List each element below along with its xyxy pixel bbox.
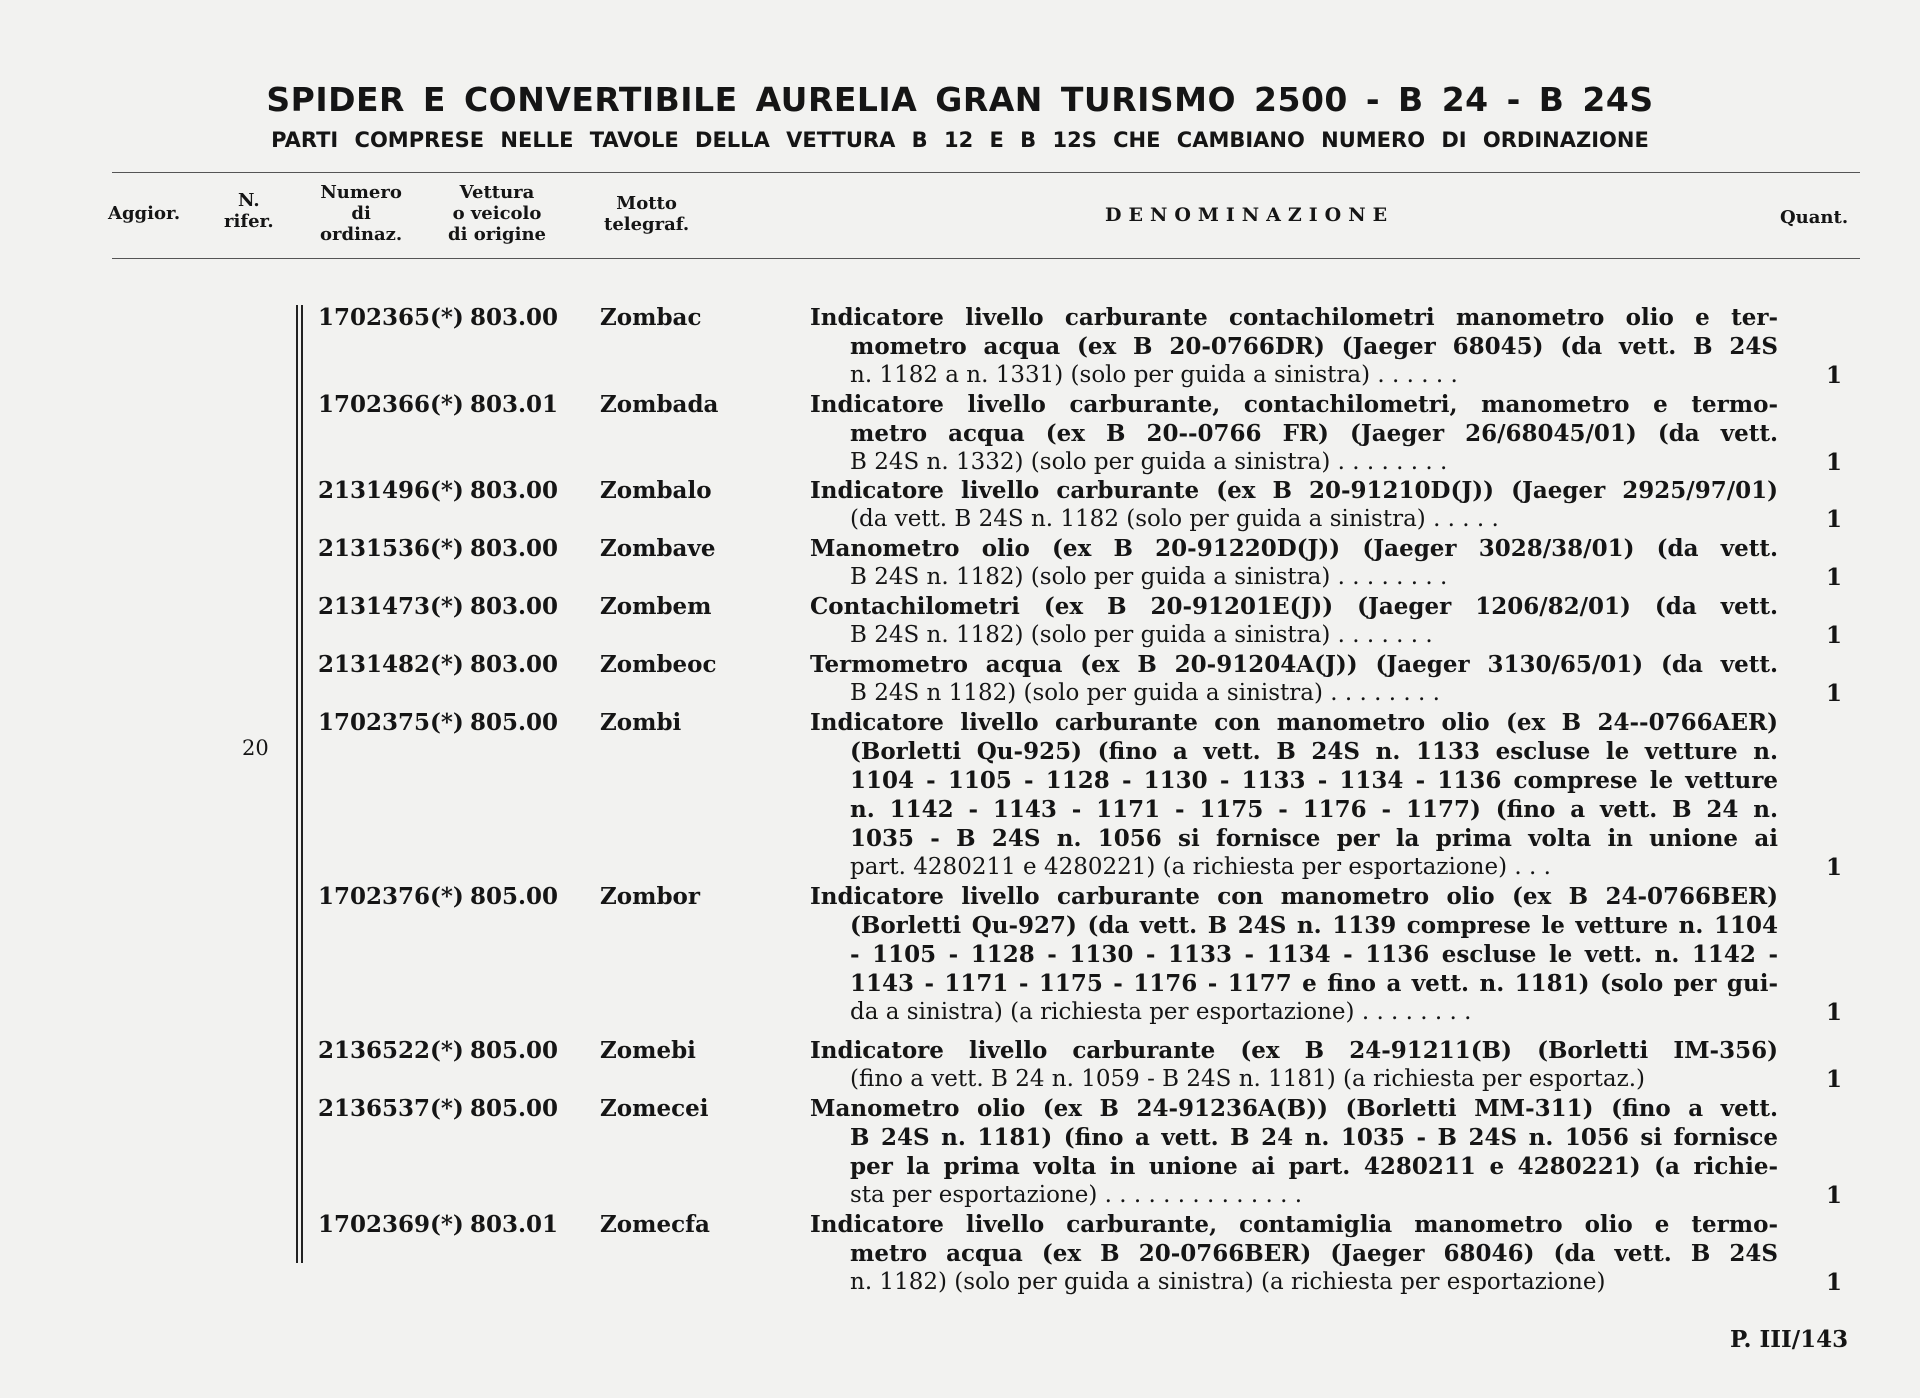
table-row <box>0 592 1920 650</box>
quantity: 1 <box>1826 506 1843 533</box>
part-description <box>810 1094 1778 1210</box>
quantity: 1 <box>1826 564 1843 591</box>
description-line: mometro acqua (ex B 20-0766DR) (Jaeger 68045) (da vett. B 24S <box>850 333 1778 360</box>
origin-vehicle: 803.00 <box>470 477 559 504</box>
order-number: 2131536(*) <box>318 535 464 562</box>
telegraph-motto: Zombac <box>600 304 702 331</box>
description-line: n. 1182 a n. 1331) (solo per guida a sinistra) . . . . . . <box>850 362 1458 388</box>
quantity: 1 <box>1826 680 1843 707</box>
description-line: Indicatore livello carburante con manometro olio (ex B 24--0766AER) <box>810 709 1778 736</box>
origin-vehicle: 805.00 <box>470 883 559 910</box>
description-line: (Borletti Qu-927) (da vett. B 24S n. 1139 comprese le vetture n. 1104 <box>850 912 1778 939</box>
order-number: 2136522(*) <box>318 1037 464 1064</box>
origin-vehicle: 803.01 <box>470 1211 559 1238</box>
telegraph-motto: Zombave <box>600 535 716 562</box>
origin-vehicle: 803.00 <box>470 651 559 678</box>
page-number: P. III/143 <box>1730 1326 1849 1353</box>
part-description <box>810 303 1778 390</box>
origin-vehicle: 803.01 <box>470 391 559 418</box>
description-line: Indicatore livello carburante (ex B 24-91211(B) (Borletti IM-356) <box>810 1037 1778 1064</box>
table-row <box>0 390 1920 477</box>
description-line: Termometro acqua (ex B 20-91204A(J)) (Jaeger 3130/65/01) (da vett. <box>810 651 1778 678</box>
description-line: B 24S n 1182) (solo per guida a sinistra) . . . . . . . . <box>850 680 1440 706</box>
part-description <box>810 650 1778 708</box>
quantity: 1 <box>1826 622 1843 649</box>
part-description <box>810 476 1778 534</box>
description-line: - 1105 - 1128 - 1130 - 1133 - 1134 - 1136 escluse le vett. n. 1142 - <box>850 941 1778 968</box>
quantity: 1 <box>1826 362 1843 389</box>
quantity: 1 <box>1826 449 1843 476</box>
description-line: part. 4280211 e 4280221) (a richiesta per esportazione) . . . <box>850 854 1551 880</box>
part-description <box>810 534 1778 592</box>
description-line: Indicatore livello carburante (ex B 20-91210D(J)) (Jaeger 2925/97/01) <box>810 477 1778 504</box>
order-number: 1702375(*) <box>318 709 464 736</box>
order-number: 1702369(*) <box>318 1211 464 1238</box>
order-number: 2131482(*) <box>318 651 464 678</box>
order-number: 1702365(*) <box>318 304 464 331</box>
telegraph-motto: Zombor <box>600 883 701 910</box>
col-rifer-header: N. rifer. <box>224 190 274 232</box>
order-number: 1702376(*) <box>318 883 464 910</box>
col-denominazione-header: DENOMINAZIONE <box>1105 204 1395 226</box>
description-line: metro acqua (ex B 20-0766BER) (Jaeger 68046) (da vett. B 24S <box>850 1240 1778 1267</box>
description-line: 1035 - B 24S n. 1056 si fornisce per la prima volta in unione ai <box>850 825 1778 852</box>
description-line: n. 1142 - 1143 - 1171 - 1175 - 1176 - 1177) (fino a vett. B 24 n. <box>850 796 1778 823</box>
telegraph-motto: Zomecei <box>600 1095 709 1122</box>
col-aggior-header: Aggior. <box>108 203 181 224</box>
description-line: 1104 - 1105 - 1128 - 1130 - 1133 - 1134 - 1136 comprese le vetture <box>850 767 1778 794</box>
table-row <box>0 534 1920 592</box>
description-line: Indicatore livello carburante, contachilometri, manometro e termo- <box>810 391 1778 418</box>
order-number: 2136537(*) <box>318 1095 464 1122</box>
part-description <box>810 390 1778 477</box>
part-description <box>810 708 1778 882</box>
description-line: metro acqua (ex B 20--0766 FR) (Jaeger 26/68045/01) (da vett. <box>850 420 1778 447</box>
order-number: 1702366(*) <box>318 391 464 418</box>
origin-vehicle: 803.00 <box>470 535 559 562</box>
table-row <box>0 1094 1920 1210</box>
part-description <box>810 882 1778 1027</box>
quantity: 1 <box>1826 1182 1843 1209</box>
order-number: 2131473(*) <box>318 593 464 620</box>
page-subtitle: PARTI COMPRESE NELLE TAVOLE DELLA VETTURA B 12 E B 12S CHE CAMBIANO NUMERO DI ORDINAZIONE <box>271 128 1649 152</box>
telegraph-motto: Zombi <box>600 709 682 736</box>
description-line: (fino a vett. B 24 n. 1059 - B 24S n. 1181) (a richiesta per esportaz.) <box>850 1066 1646 1092</box>
description-line: (Borletti Qu-925) (fino a vett. B 24S n. 1133 escluse le vetture n. <box>850 738 1778 765</box>
description-line: 1143 - 1171 - 1175 - 1176 - 1177 e fino a vett. n. 1181) (solo per gui- <box>850 970 1778 997</box>
part-description <box>810 592 1778 650</box>
description-line: Manometro olio (ex B 20-91220D(J)) (Jaeger 3028/38/01) (da vett. <box>810 535 1778 562</box>
header-bottom-rule <box>112 258 1860 259</box>
quantity: 1 <box>1826 854 1843 881</box>
table-row <box>0 1036 1920 1094</box>
description-line: B 24S n. 1182) (solo per guida a sinistra) . . . . . . . <box>850 622 1433 648</box>
table-row <box>0 1210 1920 1297</box>
col-quant-header: Quant. <box>1780 207 1849 228</box>
description-line: Indicatore livello carburante contachilometri manometro olio e ter- <box>810 304 1778 331</box>
description-line: Contachilometri (ex B 20-91201E(J)) (Jaeger 1206/82/01) (da vett. <box>810 593 1778 620</box>
description-line: Indicatore livello carburante, contamiglia manometro olio e termo- <box>810 1211 1778 1238</box>
description-line: da a sinistra) (a richiesta per esportazione) . . . . . . . . <box>850 999 1472 1025</box>
page-title: SPIDER E CONVERTIBILE AURELIA GRAN TURISMO 2500 - B 24 - B 24S <box>266 80 1654 119</box>
description-line: n. 1182) (solo per guida a sinistra) (a richiesta per esportazione) <box>850 1269 1606 1295</box>
description-line: Indicatore livello carburante con manometro olio (ex B 24-0766BER) <box>810 883 1778 910</box>
quantity: 1 <box>1826 999 1843 1026</box>
description-line: (da vett. B 24S n. 1182 (solo per guida a sinistra) . . . . . <box>850 506 1499 532</box>
quantity: 1 <box>1826 1269 1843 1296</box>
description-line: Manometro olio (ex B 24-91236A(B)) (Borletti MM-311) (fino a vett. <box>810 1095 1778 1122</box>
quantity: 1 <box>1826 1066 1843 1093</box>
origin-vehicle: 803.00 <box>470 304 559 331</box>
telegraph-motto: Zombada <box>600 391 719 418</box>
ref-number: 20 <box>242 736 269 760</box>
part-description <box>810 1210 1778 1297</box>
telegraph-motto: Zomecfa <box>600 1211 710 1238</box>
table-row <box>0 708 1920 882</box>
origin-vehicle: 805.00 <box>470 1037 559 1064</box>
description-line: B 24S n. 1181) (fino a vett. B 24 n. 1035 - B 24S n. 1056 si fornisce <box>850 1124 1778 1151</box>
part-description <box>810 1036 1778 1094</box>
order-number: 2131496(*) <box>318 477 464 504</box>
table-row <box>0 476 1920 534</box>
table-row <box>0 650 1920 708</box>
description-line: B 24S n. 1182) (solo per guida a sinistra) . . . . . . . . <box>850 564 1448 590</box>
origin-vehicle: 803.00 <box>470 593 559 620</box>
origin-vehicle: 805.00 <box>470 1095 559 1122</box>
description-line: per la prima volta in unione ai part. 4280211 e 4280221) (a richie- <box>850 1153 1778 1180</box>
description-line: sta per esportazione) . . . . . . . . . . . . . . <box>850 1182 1303 1208</box>
col-numero-header: Numero di ordinaz. <box>320 182 403 245</box>
table-row <box>0 882 1920 1027</box>
table-row <box>0 303 1920 390</box>
description-line: B 24S n. 1332) (solo per guida a sinistra) . . . . . . . . <box>850 449 1448 475</box>
telegraph-motto: Zombalo <box>600 477 712 504</box>
telegraph-motto: Zomebi <box>600 1037 696 1064</box>
telegraph-motto: Zombem <box>600 593 712 620</box>
col-motto-header: Motto telegraf. <box>604 193 690 235</box>
telegraph-motto: Zombeoc <box>600 651 717 678</box>
origin-vehicle: 805.00 <box>470 709 559 736</box>
col-vettura-header: Vettura o veicolo di origine <box>448 182 546 245</box>
header-top-rule <box>112 172 1860 173</box>
